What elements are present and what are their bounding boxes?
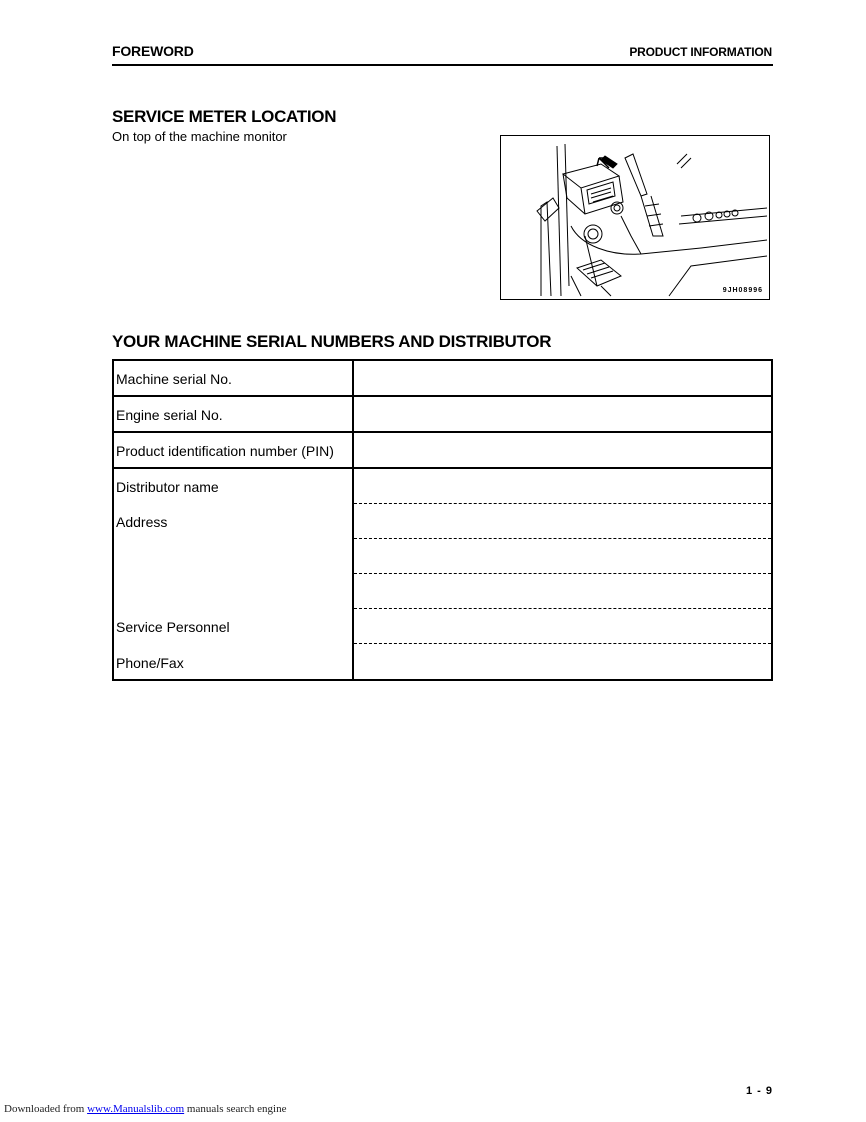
phone-fax-label: Phone/Fax [116,655,184,671]
download-footer [4,1103,286,1115]
figure-code: 9JH08996 [722,287,763,294]
service-personnel-label: Service Personnel [116,619,230,635]
serial-numbers-form [112,359,773,681]
form-row-separator [114,395,771,397]
footer-prefix: Downloaded from [4,1103,88,1115]
distributor-name-label: Distributor name [116,479,219,495]
footer-suffix: manuals search engine [184,1103,287,1115]
write-line [354,503,771,504]
serial-section-title: YOUR MACHINE SERIAL NUMBERS AND DISTRIBUTOR [112,332,552,351]
service-meter-figure [500,135,770,300]
form-row-separator [114,431,771,433]
address-label: Address [116,514,168,530]
machine-serial-label: Machine serial No. [116,371,232,387]
header-chapter-title: PRODUCT INFORMATION [629,45,772,59]
manualslib-link[interactable]: www.Manualslib.com [87,1103,185,1115]
header-section-title: FOREWORD [112,43,194,59]
service-meter-subtitle: On top of the machine monitor [112,129,287,144]
form-row-separator [114,467,771,469]
header-rule [112,64,773,66]
write-line [354,643,771,644]
cab-interior-illustration [501,136,769,299]
form-column-divider [352,361,354,679]
write-line [354,608,771,609]
write-line [354,538,771,539]
engine-serial-label: Engine serial No. [116,407,223,423]
service-meter-title: SERVICE METER LOCATION [112,107,337,126]
pin-label: Product identification number (PIN) [116,443,334,459]
page-number: 1 - 9 [745,1085,773,1097]
write-line [354,573,771,574]
